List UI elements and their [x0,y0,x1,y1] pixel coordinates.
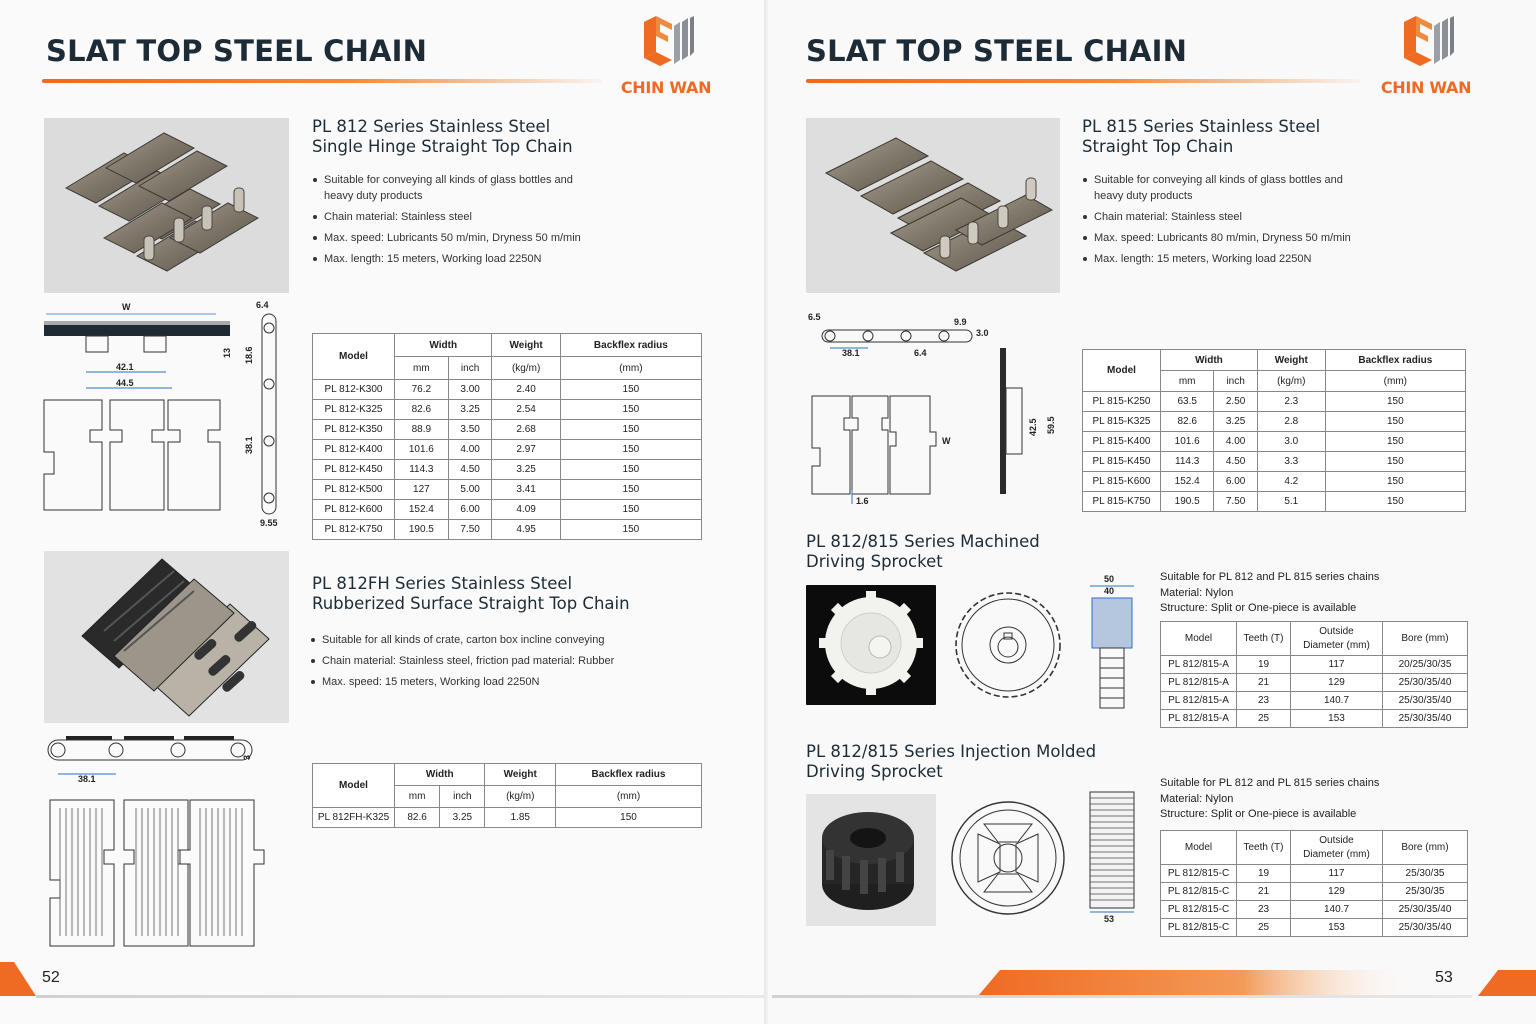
table-row [1083,472,1466,492]
table-row [1083,432,1466,452]
svg-text:38.1: 38.1 [244,436,254,454]
logo-text: CHIN WAN [1380,78,1472,97]
table-row [1161,656,1468,674]
table-cell: 129 [1291,674,1383,692]
table-cell: 88.9 [395,420,449,440]
table-cell: 150 [560,520,701,540]
table-cell: PL 812/815-A [1161,692,1237,710]
table-cell: 140.7 [1291,901,1383,919]
pl812fh-features [310,632,670,695]
table-cell: 4.00 [1214,432,1257,452]
table-cell: 150 [560,440,701,460]
feature-item: Suitable for conveying all kinds of glass bottles and [1082,172,1382,188]
table-cell: 3.50 [448,420,492,440]
table-cell: 150 [556,808,702,828]
table-cell: 129 [1291,883,1383,901]
table-cell: 25/30/35/40 [1383,674,1468,692]
pl812-features [312,172,602,272]
svg-text:18.6: 18.6 [244,346,254,364]
table-cell: 150 [560,460,701,480]
table-cell: 3.25 [448,400,492,420]
table-cell: 150 [560,480,701,500]
molded-sprocket-title: PL 812/815 Series Injection Molded Driving Sprocket [806,742,1097,781]
pl812-title: PL 812 Series Stainless Steel Single Hinge Straight Top Chain [312,117,573,156]
svg-text:59.5: 59.5 [1046,416,1056,434]
pl812-chain-photo [44,118,289,293]
table-cell: PL 812-K600 [313,500,395,520]
machined-sprocket-title: PL 812/815 Series Machined Driving Sprocket [806,532,1040,571]
table-cell: 3.25 [1214,412,1257,432]
dim-w: W [122,302,131,312]
table-cell: PL 812-K325 [313,400,395,420]
table-row [313,808,702,828]
table-cell: 152.4 [1161,472,1214,492]
page-title: SLAT TOP STEEL CHAIN [806,34,1188,68]
table-cell: 4.95 [492,520,560,540]
table-cell: PL 815-K325 [1083,412,1161,432]
table-cell: 150 [1325,492,1465,512]
footer-accent-left [0,962,40,998]
table-cell: 82.6 [1161,412,1214,432]
table-cell: PL 812/815-A [1161,674,1237,692]
table-cell: 101.6 [1161,432,1214,452]
feature-item: Max. speed: Lubricants 80 m/min, Dryness 50 m/min [1082,230,1382,246]
chin-wan-logo-icon [1394,12,1458,76]
table-cell: 101.6 [395,440,449,460]
feature-item: heavy duty products [1094,190,1193,202]
table-cell: 2.50 [1214,392,1257,412]
table-cell: 3.0 [1257,432,1325,452]
svg-text:1.6: 1.6 [856,496,869,506]
table-cell: PL 812/815-A [1161,710,1237,728]
table-cell: PL 812-K450 [313,460,395,480]
svg-text:6.4: 6.4 [256,300,269,310]
table-cell: 7.50 [448,520,492,540]
right-page [768,0,1536,1024]
table-cell: 117 [1291,865,1383,883]
molded-sprocket-photo [806,794,936,926]
table-cell: 3.3 [1257,452,1325,472]
table-cell: 25/30/35 [1383,883,1468,901]
table-cell: 190.5 [395,520,449,540]
molded-sprocket-table: Model Teeth (T) Outside Diameter (mm) Bore (mm) PL 812/815-C 19 117 25/30/35 PL 812/815-C 21 129 25/30/35 PL 812/815-C 23 140.7 25/30/35/40 PL 812/815-C 25 153 25/30/35/40 [1160,830,1468,937]
table-row [1161,710,1468,728]
table-cell: 150 [1325,412,1465,432]
table-cell: 2.97 [492,440,560,460]
svg-text:42.5: 42.5 [1028,418,1038,436]
svg-text:W: W [942,436,951,446]
table-row [1083,452,1466,472]
table-cell: 2.54 [492,400,560,420]
page-title: SLAT TOP STEEL CHAIN [46,34,428,68]
table-cell: 117 [1291,656,1383,674]
table-cell: 4.09 [492,500,560,520]
table-cell: 25/30/35/40 [1383,692,1468,710]
table-row [313,420,702,440]
feature-item: Chain material: Stainless steel, friction pad material: Rubber [310,653,670,669]
table-cell: 5.00 [448,480,492,500]
table-cell: PL 815-K400 [1083,432,1161,452]
svg-text:44.5: 44.5 [116,378,134,388]
pl812fh-technical-drawing [40,730,290,950]
table-cell: 150 [1325,452,1465,472]
pl815-spec-table: Model Width Weight Backflex radius mm inch (kg/m) (mm) PL 815-K250 63.5 2.50 2.3 150 PL 815-K325 82.6 3.25 2.8 150 PL 815-K400 101.6 4.00 3.0 150 PL 815-K450 114.3 4.50 3.3 150 PL 815-K600 152.4 6.00 4.2 150 PL 815-K750 190.5 7.50 5.1 150 [1082,349,1466,512]
table-cell: PL 812-K400 [313,440,395,460]
feature-item: heavy duty products [324,190,423,202]
table-cell: PL 812FH-K325 [313,808,395,828]
pl812-technical-drawing [40,298,290,530]
table-cell: 25/30/35/40 [1383,901,1468,919]
table-cell: 1.85 [485,808,556,828]
table-row [1161,901,1468,919]
feature-item: Chain material: Stainless steel [1082,209,1382,225]
table-cell: PL 812-K350 [313,420,395,440]
table-cell: 6.00 [1214,472,1257,492]
title-underline [806,79,1361,83]
molded-sprocket-notes: Suitable for PL 812 and PL 815 series chains Material: Nylon Structure: Split or One-piece is available [1160,777,1380,820]
table-cell: 2.8 [1257,412,1325,432]
title-underline [42,79,602,83]
table-cell: PL 815-K600 [1083,472,1161,492]
feature-item: Max. length: 15 meters, Working load 2250N [1082,251,1382,267]
table-cell: 4.50 [448,460,492,480]
table-cell: 153 [1291,710,1383,728]
table-row [1083,392,1466,412]
chin-wan-logo-icon [634,12,698,76]
table-cell: 25 [1237,919,1291,937]
table-cell: 3.25 [440,808,485,828]
table-cell: 153 [1291,919,1383,937]
table-row [1161,919,1468,937]
table-cell: PL 812/815-C [1161,919,1237,937]
table-cell: 23 [1237,901,1291,919]
table-cell: 114.3 [1161,452,1214,472]
svg-text:3.0: 3.0 [976,328,989,338]
table-row [1083,492,1466,512]
table-cell: PL 812/815-C [1161,865,1237,883]
footer-rule [772,995,1472,998]
table-cell: 3.00 [448,380,492,400]
svg-text:53: 53 [1104,914,1115,924]
table-cell: 4.50 [1214,452,1257,472]
machined-sprocket-photo [806,585,936,705]
table-cell: 150 [1325,392,1465,412]
table-cell: 2.40 [492,380,560,400]
feature-item: Max. length: 15 meters, Working load 2250N [312,251,602,267]
logo-text: CHIN WAN [620,78,712,97]
table-cell: PL 812-K750 [313,520,395,540]
svg-text:6.4: 6.4 [914,348,927,358]
chin-wan-logo [1378,12,1474,102]
table-cell: 63.5 [1161,392,1214,412]
molded-sprocket-side-drawing [1086,788,1138,928]
machined-sprocket-side-drawing [1086,572,1138,712]
pl815-technical-drawing [804,308,1064,508]
table-cell: 140.7 [1291,692,1383,710]
svg-text:9.9: 9.9 [954,317,967,327]
table-cell: 21 [1237,674,1291,692]
table-cell: 20/25/30/35 [1383,656,1468,674]
table-row [1161,865,1468,883]
table-cell: PL 812/815-A [1161,656,1237,674]
svg-text:40: 40 [1104,586,1115,596]
table-cell: 4.00 [448,440,492,460]
table-row [313,460,702,480]
table-cell: 150 [1325,432,1465,452]
table-cell: 150 [560,380,701,400]
table-cell: PL 812/815-C [1161,901,1237,919]
table-cell: 21 [1237,883,1291,901]
table-row [313,380,702,400]
feature-item: Suitable for conveying all kinds of glass bottles and [312,172,602,188]
table-cell: 4.2 [1257,472,1325,492]
svg-text:38.1: 38.1 [78,774,96,784]
table-row [313,500,702,520]
table-cell: 6.00 [448,500,492,520]
molded-sprocket-front-drawing [948,794,1068,924]
svg-text:3: 3 [242,754,252,760]
table-cell: PL 812-K500 [313,480,395,500]
table-row [313,440,702,460]
table-row [1161,674,1468,692]
pl815-title: PL 815 Series Stainless Steel Straight Top Chain [1082,117,1321,156]
table-row [313,520,702,540]
machined-sprocket-front-drawing [948,585,1068,707]
table-cell: 5.1 [1257,492,1325,512]
table-cell: 150 [560,420,701,440]
pl815-features [1082,172,1382,272]
table-cell: 2.68 [492,420,560,440]
table-row [1161,883,1468,901]
table-cell: 3.25 [492,460,560,480]
table-cell: 25/30/35/40 [1383,919,1468,937]
table-cell: PL 815-K250 [1083,392,1161,412]
table-cell: 82.6 [395,400,449,420]
pl812fh-spec-table: Model Width Weight Backflex radius mm inch (kg/m) (mm) PL 812FH-K325 82.6 3.25 1.85 150 [312,763,702,828]
table-cell: PL 815-K450 [1083,452,1161,472]
svg-text:13: 13 [222,347,232,358]
pl812fh-chain-photo [44,551,289,723]
svg-text:42.1: 42.1 [116,362,134,372]
table-cell: 19 [1237,656,1291,674]
table-row [313,480,702,500]
svg-text:9.55: 9.55 [260,518,278,528]
svg-text:50: 50 [1104,574,1115,584]
feature-item: Max. speed: Lubricants 50 m/min, Dryness 50 m/min [312,230,602,246]
table-cell: 25 [1237,710,1291,728]
table-cell: PL 815-K750 [1083,492,1161,512]
footer-rule [36,995,766,998]
table-cell: PL 812-K300 [313,380,395,400]
pl812fh-title: PL 812FH Series Stainless Steel Rubberized Surface Straight Top Chain [312,574,630,613]
table-cell: 150 [560,400,701,420]
table-cell: 76.2 [395,380,449,400]
pl815-chain-photo [806,118,1060,293]
machined-sprocket-table: Model Teeth (T) Outside Diameter (mm) Bore (mm) PL 812/815-A 19 117 20/25/30/35 PL 812/815-A 21 129 25/30/35/40 PL 812/815-A 23 140.7 25/30/35/40 PL 812/815-A 25 153 25/30/35/40 [1160,621,1468,728]
table-cell: 114.3 [395,460,449,480]
table-cell: 3.41 [492,480,560,500]
table-cell: 190.5 [1161,492,1214,512]
table-cell: 150 [560,500,701,520]
chin-wan-logo [618,12,714,102]
page-number: 52 [42,969,60,986]
svg-text:6.5: 6.5 [808,312,821,322]
table-cell: PL 812/815-C [1161,883,1237,901]
table-cell: 2.3 [1257,392,1325,412]
table-cell: 82.6 [395,808,440,828]
table-cell: 25/30/35/40 [1383,710,1468,728]
table-cell: 127 [395,480,449,500]
table-cell: 25/30/35 [1383,865,1468,883]
table-cell: 150 [1325,472,1465,492]
table-row [1083,412,1466,432]
table-row [313,400,702,420]
table-cell: 7.50 [1214,492,1257,512]
table-cell: 23 [1237,692,1291,710]
table-cell: 19 [1237,865,1291,883]
machined-sprocket-notes: Suitable for PL 812 and PL 815 series chains Material: Nylon Structure: Split or One-piece is available [1160,571,1380,614]
pl812-spec-table: Model Width Weight Backflex radius mm inch (kg/m) (mm) PL 812-K300 76.2 3.00 2.40 150 PL 812-K325 82.6 3.25 2.54 150 PL 812-K350 88.9 3.50 2.68 150 PL 812-K400 101.6 4.00 2.97 150 PL 812-K450 114.3 4.50 3.25 150 PL 812-K500 127 5.00 3.41 150 PL 812-K600 152.4 6.00 4.09 150 PL 812-K750 190.5 7.50 4.95 150 [312,333,702,540]
feature-item: Suitable for all kinds of crate, carton box incline conveying [310,632,670,648]
page-number: 53 [1435,969,1453,986]
table-row [1161,692,1468,710]
table-cell: 152.4 [395,500,449,520]
feature-item: Max. speed: 15 meters, Working load 2250N [310,674,670,690]
feature-item: Chain material: Stainless steel [312,209,602,225]
svg-text:38.1: 38.1 [842,348,860,358]
